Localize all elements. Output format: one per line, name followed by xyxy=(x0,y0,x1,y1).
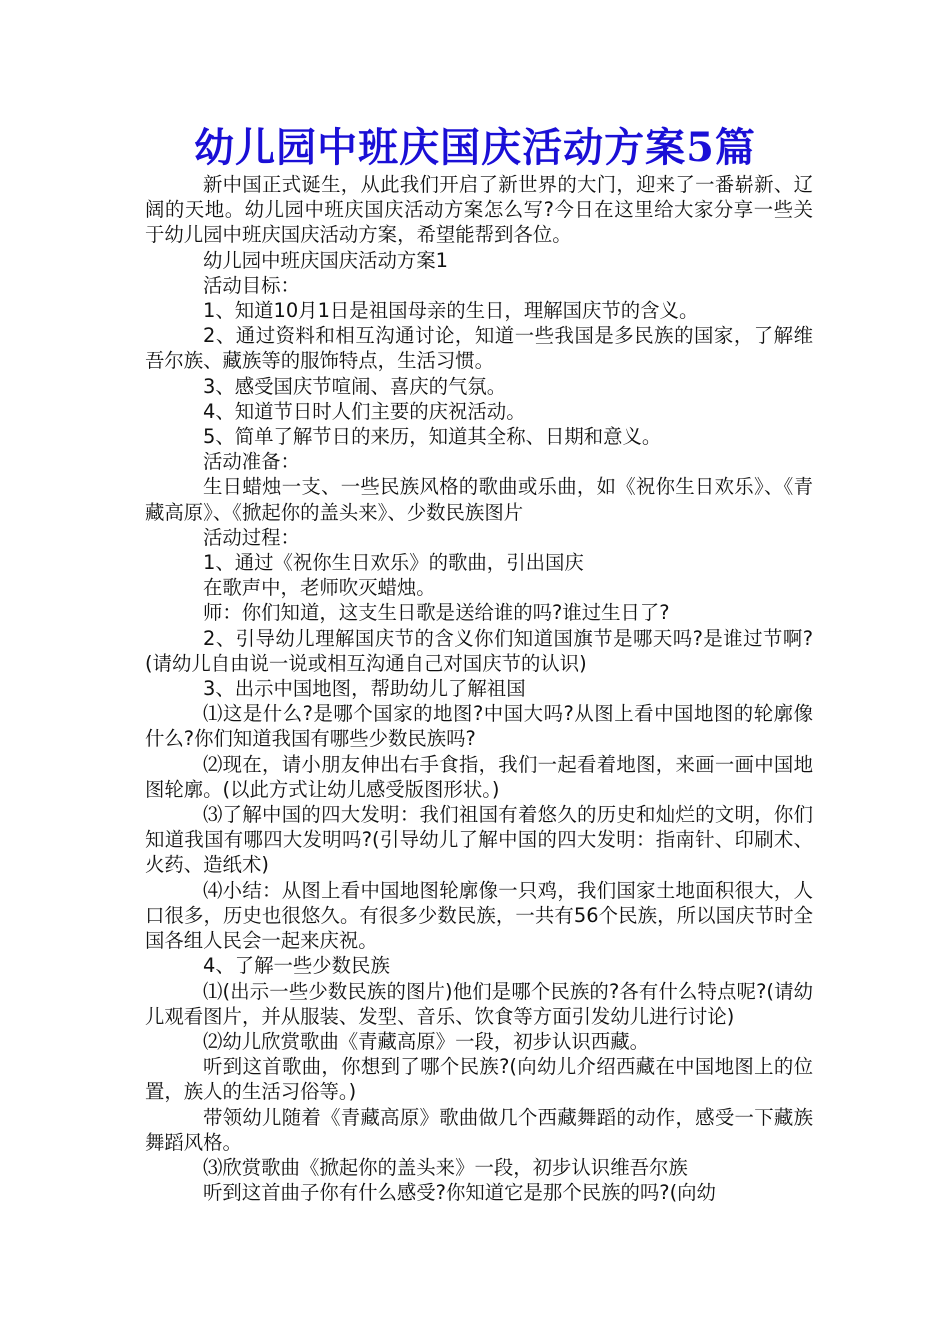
paragraph: 2、引导幼儿理解国庆节的含义你们知道国旗节是哪天吗?是谁过节啊?(请幼儿自由说一说或相互沟通自己对国庆节的认识) xyxy=(145,626,813,675)
paragraph: 活动目标： xyxy=(203,273,300,297)
paragraph: 4、知道节日时人们主要的庆祝活动。 xyxy=(203,399,526,423)
paragraph: 带领幼儿随着《青藏高原》歌曲做几个西藏舞蹈的动作，感受一下藏族舞蹈风格。 xyxy=(145,1105,813,1154)
paragraph: 2、通过资料和相互沟通讨论，知道一些我国是多民族的国家，了解维吾尔族、藏族等的服饰特点，生活习惯。 xyxy=(145,324,813,373)
paragraph: 听到这首曲子你有什么感受?你知道它是那个民族的吗?(向幼 xyxy=(203,1181,716,1205)
paragraph: ⑷小结：从图上看中国地图轮廓像一只鸡，我们国家土地面积很大，人口很多，历史也很悠久。有很多少数民族，一共有56个民族，所以国庆节时全国各组人民会一起来庆祝。 xyxy=(145,878,813,953)
paragraph: 5、简单了解节日的来历，知道其全称、日期和意义。 xyxy=(203,425,662,449)
paragraph: 4、了解一些少数民族 xyxy=(203,954,390,978)
document-body xyxy=(145,172,813,1205)
paragraph: 新中国正式诞生，从此我们开启了新世界的大门，迎来了一番崭新、辽阔的天地。幼儿园中班庆国庆活动方案怎么写?今日在这里给大家分享一些关于幼儿园中班庆国庆活动方案，希望能帮到各位。 xyxy=(145,173,813,247)
paragraph: ⑴这是什么?是哪个国家的地图?中国大吗?从图上看中国地图的轮廓像什么?你们知道我国有哪些少数民族吗? xyxy=(145,702,813,751)
paragraph: ⑵现在，请小朋友伸出右手食指，我们一起看着地图，来画一画中国地图轮廓。(以此方式让幼儿感受版图形状。) xyxy=(145,752,813,801)
paragraph: 在歌声中，老师吹灭蜡烛。 xyxy=(203,576,436,600)
paragraph: ⑴(出示一些少数民族的图片)他们是哪个民族的?各有什么特点呢?(请幼儿观看图片，并从服装、发型、音乐、饮食等方面引发幼儿进行讨论) xyxy=(145,979,813,1028)
paragraph: 生日蜡烛一支、一些民族风格的歌曲或乐曲，如《祝你生日欢乐》、《青藏高原》、《掀起你的盖头来》、少数民族图片 xyxy=(145,475,813,524)
paragraph: 活动过程： xyxy=(203,525,300,549)
paragraph: ⑶欣赏歌曲《掀起你的盖头来》一段，初步认识维吾尔族 xyxy=(203,1155,688,1179)
paragraph: 师：你们知道，这支生日歌是送给谁的吗?谁过生日了? xyxy=(203,601,670,625)
paragraph: 1、通过《祝你生日欢乐》的歌曲，引出国庆 xyxy=(203,551,584,575)
document-title: 幼儿园中班庆国庆活动方案5篇 xyxy=(194,124,756,171)
paragraph: 3、出示中国地图，帮助幼儿了解祖国 xyxy=(203,677,526,701)
paragraph: 听到这首歌曲，你想到了哪个民族?(向幼儿介绍西藏在中国地图上的位置，族人的生活习俗等。) xyxy=(145,1055,813,1104)
paragraph: 幼儿园中班庆国庆活动方案1 xyxy=(203,248,449,272)
paragraph: 3、感受国庆节喧闹、喜庆的气氛。 xyxy=(203,374,507,398)
paragraph: ⑶了解中国的四大发明：我们祖国有着悠久的历史和灿烂的文明，你们知道我国有哪四大发明吗?(引导幼儿了解中国的四大发明：指南针、印刷术、火药、造纸术) xyxy=(145,803,813,877)
paragraph: 活动准备： xyxy=(203,450,300,474)
paragraph: 1、知道10月1日是祖国母亲的生日，理解国庆节的含义。 xyxy=(203,299,699,323)
paragraph: ⑵幼儿欣赏歌曲《青藏高原》一段，初步认识西藏。 xyxy=(203,1029,649,1053)
